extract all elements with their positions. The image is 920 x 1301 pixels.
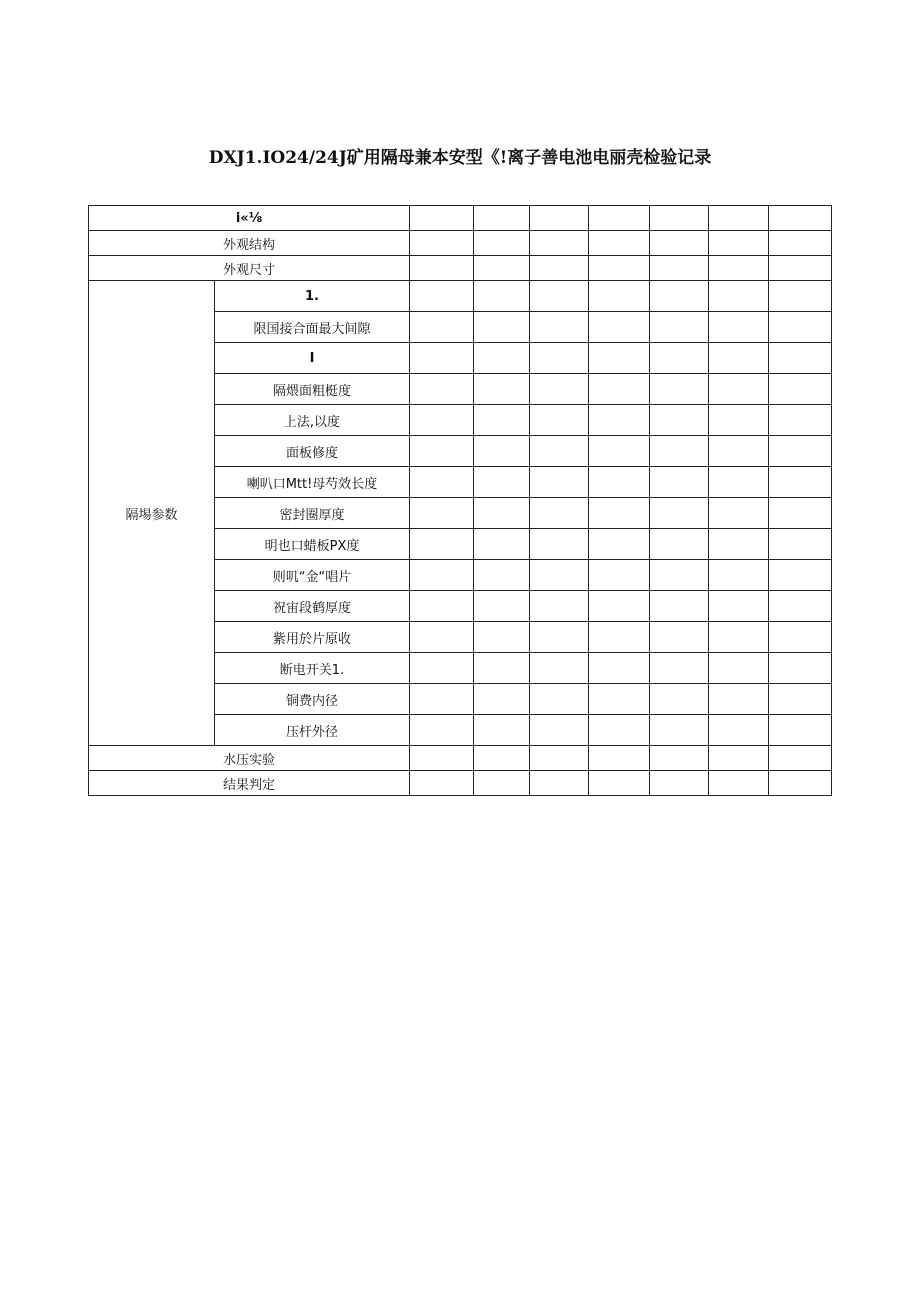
record-cell [474,591,530,622]
row-label-cell: 外观尺寸 [89,256,410,281]
record-cell [530,467,589,498]
record-cell [709,206,769,231]
record-cell [410,653,474,684]
record-cell [530,436,589,467]
table-row [89,771,832,796]
row-label-cell: 外观结构 [89,231,410,256]
group-item-label-cell: 上法,以度 [215,405,410,436]
record-cell [709,684,769,715]
record-cell [709,746,769,771]
record-cell [709,591,769,622]
record-cell [650,436,709,467]
record-cell [589,715,650,746]
record-cell [589,746,650,771]
record-cell [650,343,709,374]
record-cell [410,206,474,231]
record-cell [410,374,474,405]
group-item-label-cell: 喇叭口Mtt!母芍效长度 [215,467,410,498]
record-cell [474,312,530,343]
record-cell [410,498,474,529]
record-cell [650,281,709,312]
record-cell [410,746,474,771]
record-cell [589,653,650,684]
record-cell [410,281,474,312]
record-cell [650,684,709,715]
record-cell [650,312,709,343]
record-cell [589,436,650,467]
record-cell [709,622,769,653]
record-cell [530,771,589,796]
record-cell [650,529,709,560]
group-label-cell: 隔埸参数 [89,281,215,746]
record-cell [410,467,474,498]
record-cell [589,529,650,560]
record-cell [769,684,832,715]
record-cell [650,256,709,281]
record-cell [474,231,530,256]
record-cell [530,746,589,771]
record-cell [474,560,530,591]
record-cell [530,560,589,591]
record-cell [410,312,474,343]
record-cell [474,622,530,653]
record-cell [709,312,769,343]
record-cell [650,498,709,529]
record-cell [474,436,530,467]
record-cell [769,622,832,653]
record-cell [589,256,650,281]
record-cell [589,312,650,343]
header-label-cell: i«⅛ [89,206,410,231]
record-cell [709,653,769,684]
record-cell [410,715,474,746]
record-cell [410,405,474,436]
record-cell [589,684,650,715]
record-cell [709,405,769,436]
record-cell [530,653,589,684]
record-cell [769,405,832,436]
record-cell [530,281,589,312]
record-cell [769,467,832,498]
table-row [89,746,832,771]
record-cell [589,771,650,796]
record-cell [410,560,474,591]
record-cell [769,591,832,622]
group-item-label-cell: 限国接合面最大间隙 [215,312,410,343]
group-item-label-cell: 1. [215,281,410,312]
record-cell [530,405,589,436]
record-cell [530,256,589,281]
record-cell [650,771,709,796]
record-cell [410,256,474,281]
group-item-label-cell: 断电开关1. [215,653,410,684]
record-cell [769,436,832,467]
record-cell [474,653,530,684]
record-cell [474,498,530,529]
record-cell [769,715,832,746]
inspection-record-table [88,205,832,796]
record-cell [709,256,769,281]
record-cell [709,436,769,467]
record-cell [650,374,709,405]
record-cell [410,436,474,467]
table-row [89,281,832,312]
record-cell [589,231,650,256]
record-cell [650,591,709,622]
record-cell [530,622,589,653]
record-cell [589,467,650,498]
record-cell [410,684,474,715]
table-header-row [89,206,832,231]
record-cell [709,467,769,498]
record-cell [769,343,832,374]
record-cell [530,206,589,231]
record-cell [709,715,769,746]
record-cell [650,622,709,653]
record-cell [589,281,650,312]
record-cell [410,231,474,256]
record-cell [530,715,589,746]
record-cell [650,715,709,746]
record-cell [709,343,769,374]
record-cell [709,231,769,256]
record-cell [769,281,832,312]
record-cell [769,374,832,405]
record-cell [530,231,589,256]
group-item-label-cell: 密封圈厚度 [215,498,410,529]
record-cell [474,529,530,560]
record-cell [589,591,650,622]
record-cell [709,281,769,312]
record-cell [530,529,589,560]
record-cell [589,374,650,405]
group-item-label-cell: 铜费内径 [215,684,410,715]
record-cell [474,746,530,771]
record-cell [650,206,709,231]
group-item-label-cell: 明也口蜡板PX度 [215,529,410,560]
group-item-label-cell: 面板修度 [215,436,410,467]
record-cell [589,560,650,591]
record-cell [769,256,832,281]
record-cell [709,498,769,529]
record-cell [589,405,650,436]
record-cell [474,374,530,405]
record-cell [650,560,709,591]
record-cell [474,256,530,281]
group-item-label-cell: 压杆外径 [215,715,410,746]
record-cell [769,771,832,796]
record-cell [650,231,709,256]
group-item-label-cell: 祝宙段鹤厚度 [215,591,410,622]
record-cell [530,684,589,715]
record-cell [474,405,530,436]
record-cell [589,206,650,231]
record-cell [709,560,769,591]
record-cell [410,591,474,622]
record-cell [769,653,832,684]
record-cell [474,771,530,796]
record-cell [709,771,769,796]
record-cell [474,715,530,746]
record-cell [769,231,832,256]
record-cell [474,467,530,498]
record-cell [530,312,589,343]
record-cell [530,374,589,405]
record-cell [589,498,650,529]
record-cell [410,771,474,796]
table-row [89,231,832,256]
record-cell [474,343,530,374]
record-cell [769,746,832,771]
record-cell [769,498,832,529]
record-cell [709,529,769,560]
record-cell [474,684,530,715]
group-item-label-cell: 紫用於片原收 [215,622,410,653]
record-cell [474,206,530,231]
record-cell [769,560,832,591]
record-cell [530,591,589,622]
record-cell [769,206,832,231]
group-item-label-cell: 则叽“金“唱片 [215,560,410,591]
page-title: DXJ1.IO24/24J矿用隔母兼本安型《!离子善电池电丽壳检验记录 [208,148,712,168]
record-cell [410,622,474,653]
record-cell [589,622,650,653]
table-row [89,256,832,281]
record-cell [650,467,709,498]
row-label-cell: 结果判定 [89,771,410,796]
row-label-cell: 水压实验 [89,746,410,771]
record-cell [530,343,589,374]
group-item-label-cell: 隔煨面粗梃度 [215,374,410,405]
record-cell [769,529,832,560]
record-cell [769,312,832,343]
group-item-label-cell: I [215,343,410,374]
record-cell [650,405,709,436]
record-cell [410,343,474,374]
record-cell [410,529,474,560]
table-body [89,206,832,796]
record-cell [650,746,709,771]
record-cell [474,281,530,312]
record-cell [589,343,650,374]
record-cell [650,653,709,684]
record-cell [530,498,589,529]
record-cell [709,374,769,405]
